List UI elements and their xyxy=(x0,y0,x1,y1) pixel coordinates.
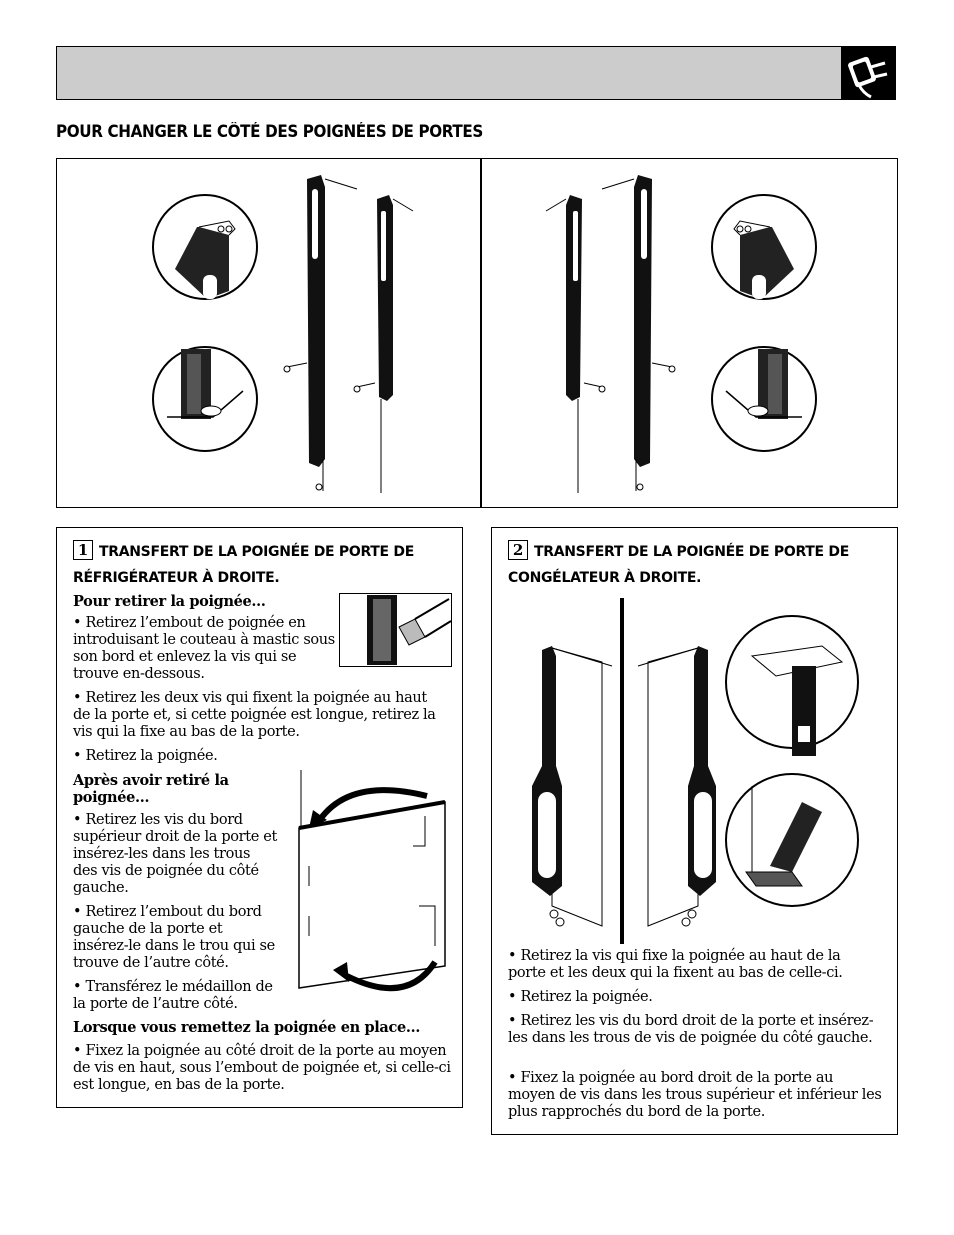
putty-knife-illustration xyxy=(339,593,452,667)
step1-after-title: Après avoir retiré la poignée… xyxy=(73,772,229,806)
step2-bullet-3: • Retirez les vis du bord droit de la porte et insérez-les dans les trous de vis de poignée du côté gauche. xyxy=(508,1013,874,1046)
step1-remove-bullet-1: • Retirez l’embout de poignée en introduisant le couteau à mastic sous son bord et enlevez la vis qui se trouve en-dessous. xyxy=(73,615,335,682)
step1-panel xyxy=(56,527,463,1108)
step1-after-bullet-3: • Transférez le médaillon de la porte de l’autre côté. xyxy=(73,979,273,1012)
step1-after-bullet-1: • Retirez les vis du bord supérieur droit de la porte et insérez-les dans les trous des vis de poignée du côté gauche. xyxy=(73,812,277,896)
step1-replace-bullet-1: • Fixez la poignée au côté droit de la porte au moyen de vis en haut, sous l’embout de poignée et, si celle-ci est longue, en bas de la porte. xyxy=(73,1043,451,1093)
step2-bullet-4: • Fixez la poignée au bord droit de la porte au moyen de vis dans les trous supérieur et inférieur les plus rapprochés du bord de la porte. xyxy=(508,1070,882,1120)
left-handles-illustration xyxy=(57,159,477,507)
right-handles-illustration xyxy=(482,159,902,507)
step1-number: 1 xyxy=(73,540,93,560)
header-bar xyxy=(56,46,896,100)
step2-heading: 2 TRANSFERT DE LA POIGNÉE DE PORTE DE CONGÉLATEUR À DROITE. xyxy=(508,541,849,586)
step2-bullet-1: • Retirez la vis qui fixe la poignée au haut de la porte et les deux qui la fixent au bas de celle-ci. xyxy=(508,948,843,981)
electrical-plug-icon xyxy=(841,47,895,99)
page-title: POUR CHANGER LE CÔTÉ DES POIGNÉES DE PORTES xyxy=(56,122,483,141)
step2-bullet-2: • Retirez la poignée. xyxy=(508,989,653,1005)
step1-remove-bullet-3: • Retirez la poignée. xyxy=(73,748,218,764)
step1-replace-title: Lorsque vous remettez la poignée en place… xyxy=(73,1019,420,1036)
step2-number: 2 xyxy=(508,540,528,560)
step1-remove-title: Pour retirer la poignée… xyxy=(73,593,266,610)
freezer-doors-illustration xyxy=(502,596,882,956)
step1-remove-bullet-2: • Retirez les deux vis qui fixent la poignée au haut de la porte et, si cette poignée est longue, retirez la vis qui la fixe au bas de la porte. xyxy=(73,690,436,740)
door-arrows-illustration xyxy=(287,766,457,996)
step1-after-bullet-2: • Retirez l’embout du bord gauche de la porte et insérez-le dans le trou qui se trouve de l’autre côté. xyxy=(73,904,275,971)
step2-panel xyxy=(491,527,898,1135)
step1-heading: 1 TRANSFERT DE LA POIGNÉE DE PORTE DE RÉFRIGÉRATEUR À DROITE. xyxy=(73,541,414,586)
handle-illustration-box xyxy=(56,158,898,508)
